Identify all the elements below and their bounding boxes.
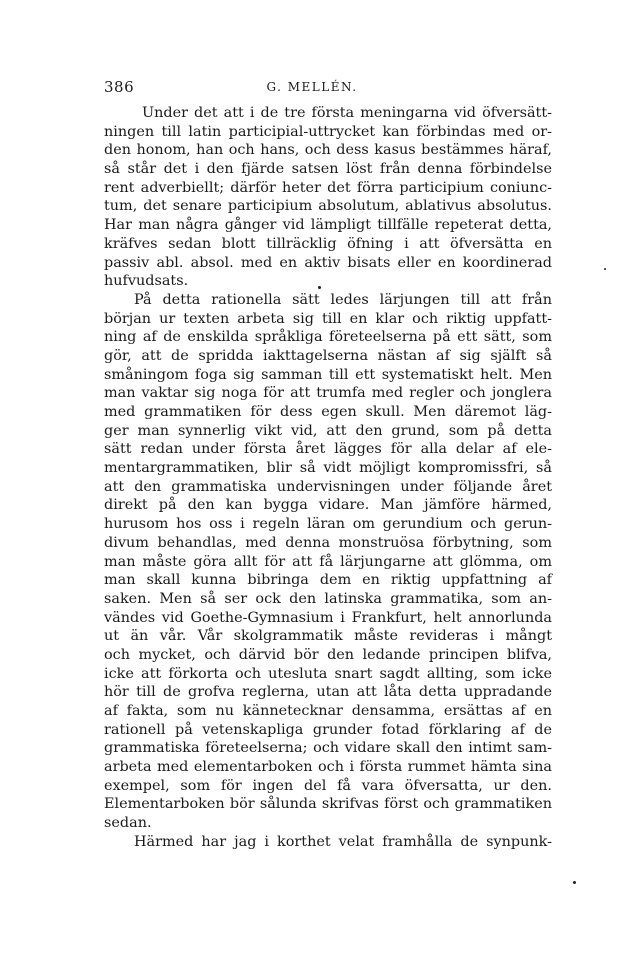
- text-line: divum behandlas, med denna monstruösa förbytning, som: [104, 534, 552, 551]
- text-line: passiv abl. absol. med en aktiv bisats eller en koordinerad: [104, 254, 552, 271]
- text-line: ningen till latin participial-uttrycket kan förbindas med or-: [104, 123, 552, 140]
- body-text: [104, 104, 552, 852]
- text-line: kräfves sedan blott tillräcklig öfning i att öfversätta en: [104, 235, 552, 252]
- text-line: Elementarboken bör sålunda skrifvas först och grammatiken: [104, 796, 552, 813]
- text-line: gör, att de spridda iakttagelserna nästan af sig själft så: [104, 347, 552, 364]
- text-line: Under det att i de tre första meningarna vid öfversätt-: [142, 105, 552, 121]
- text-line: vändes vid Goethe-Gymnasium i Frankfurt, helt annorlunda: [104, 609, 552, 626]
- ink-speck: [573, 881, 576, 884]
- text-line: grammatiska företeelserna; och vidare skall den intimt sam-: [104, 740, 552, 757]
- text-line: arbeta med elementarboken och i första rummet hämta sina: [104, 759, 552, 776]
- text-line: sedan.: [104, 815, 152, 832]
- text-line: småningom foga sig samman till ett systematiskt helt. Men: [104, 366, 552, 383]
- text-line: hör till de grofva reglerna, utan att låta detta uppradande: [104, 684, 552, 701]
- text-line: saken. Men så ser ock den latinska grammatika, som an-: [104, 590, 552, 607]
- text-line: ger man synnerlig vikt vid, att den grund, som på detta: [104, 422, 552, 439]
- ink-speck: [318, 286, 321, 289]
- text-line: ut än vår. Vår skolgrammatik måste revideras i mångt: [104, 628, 552, 645]
- text-line: exempel, som för ingen del få vara öfversatta, ur den.: [104, 777, 552, 794]
- page-number: 386: [104, 78, 135, 96]
- text-line: så står det i den fjärde satsen löst från denna förbindelse: [104, 161, 552, 178]
- text-line: man skall kunna bibringa dem en riktig uppfattning af: [104, 572, 552, 589]
- text-line: att den grammatiska undervisningen under följande året: [104, 478, 552, 495]
- text-line: rent adverbiellt; därför heter det förra participium coniunc-: [104, 179, 552, 196]
- text-line: På detta rationella sätt ledes lärjungen till att från: [134, 291, 552, 308]
- text-line: direkt på den kan bygga vidare. Man jämföre härmed,: [104, 497, 552, 514]
- text-line: Har man några gånger vid lämpligt tillfälle repeterat detta,: [104, 217, 552, 234]
- text-line: med grammatiken för dess egen skull. Men däremot läg-: [104, 404, 552, 420]
- text-line: icke att förkorta och utesluta snart sagdt allting, som icke: [104, 665, 552, 682]
- text-line: hurusom hos oss i regeln läran om gerundium och gerun-: [104, 516, 552, 533]
- text-line: hufvudsats.: [104, 273, 189, 290]
- text-line: sätt redan under första året lägges för alla delar af ele-: [104, 441, 552, 458]
- text-line: mentargrammatiken, blir så vidt möjligt kompromissfri, så: [104, 460, 552, 477]
- text-line: början ur texten arbeta sig till en klar och riktig uppfatt-: [104, 310, 552, 327]
- text-line: ning af de enskilda språkliga företeelserna på ett sätt, som: [104, 329, 552, 346]
- text-line: Härmed har jag i korthet velat framhålla de synpunk-: [134, 833, 552, 850]
- ink-speck: [604, 268, 606, 270]
- text-line: man måste göra allt för att få lärjungarne att glömma, om: [104, 553, 552, 570]
- text-line: den honom, han och hans, och dess kasus bestämmes häraf,: [104, 142, 552, 159]
- text-line: tum, det senare participium absolutum, ablativus absolutus.: [104, 198, 552, 215]
- running-head: G. MELLÉN.: [266, 80, 358, 94]
- text-line: af fakta, som nu kännetecknar densamma, ersättas af en: [104, 703, 552, 719]
- text-line: och mycket, och därvid bör den ledande principen blifva,: [104, 646, 552, 663]
- text-line: rationell på vetenskapliga grunder fotad förklaring af de: [104, 721, 552, 738]
- text-line: man vaktar sig noga för att trumfa med regler och jonglera: [104, 385, 552, 402]
